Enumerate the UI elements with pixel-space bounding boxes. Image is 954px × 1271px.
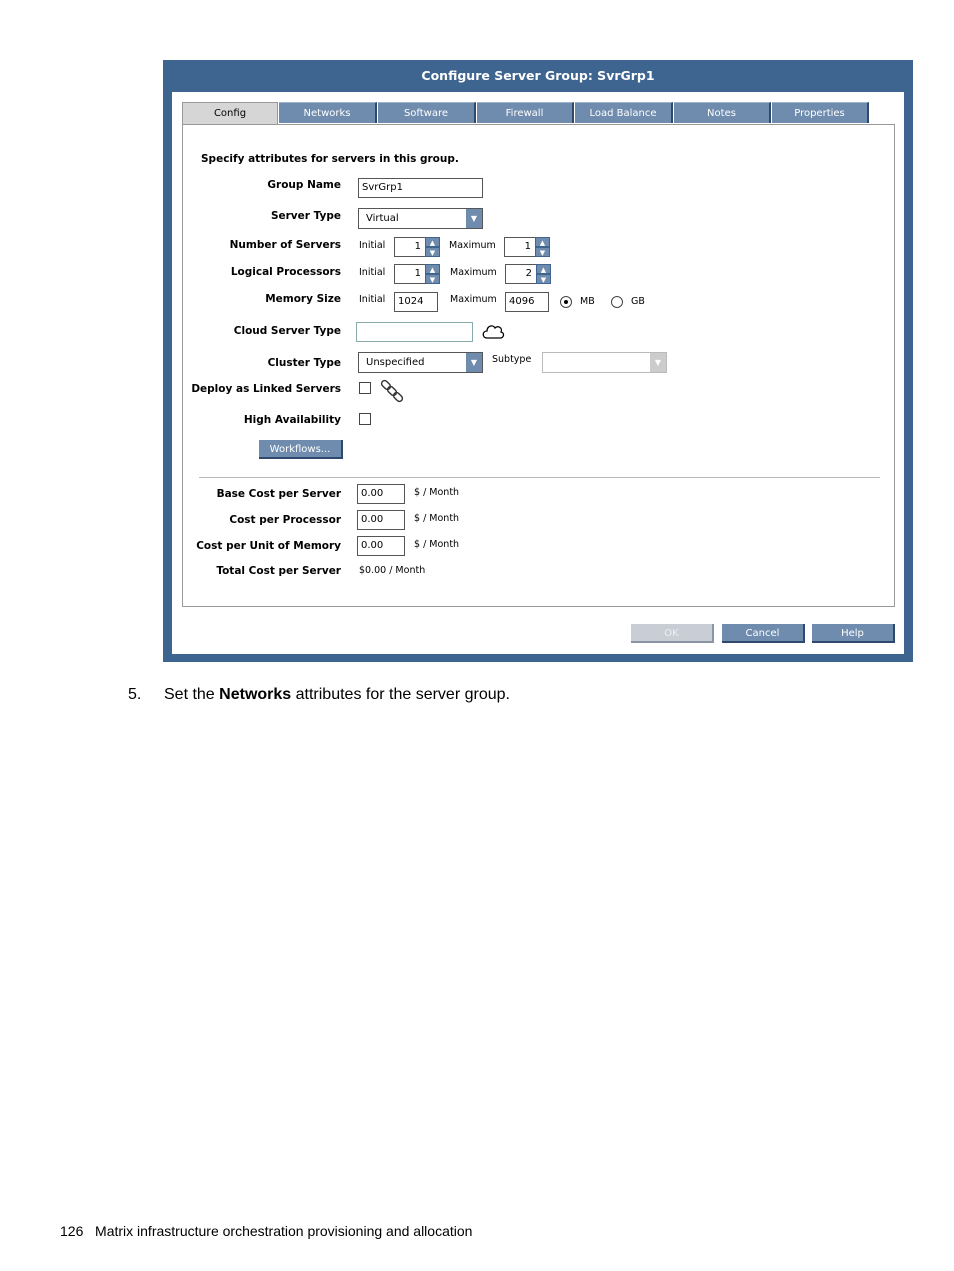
base-cost-input[interactable]: 0.00 (357, 484, 405, 504)
memory-size-initial-label: Initial (359, 294, 386, 305)
memory-size-maximum-input[interactable]: 4096 (505, 292, 549, 312)
cluster-subtype-select[interactable] (542, 352, 667, 373)
stepper-up-icon[interactable]: ▲ (536, 264, 551, 274)
chevron-down-icon[interactable]: ▼ (650, 353, 666, 372)
server-type-value: Virtual (366, 213, 399, 224)
memory-size-maximum-label: Maximum (450, 294, 497, 305)
stepper-down-icon[interactable]: ▼ (536, 274, 551, 284)
step-text-pre: Set the (164, 686, 220, 703)
stepper-down-icon[interactable]: ▼ (535, 247, 550, 257)
cloud-icon (481, 321, 505, 341)
ok-button[interactable]: OK (631, 624, 714, 643)
stepper-up-icon[interactable]: ▲ (425, 264, 440, 274)
footer-title: Matrix infrastructure orchestration provisioning and allocation (95, 1223, 473, 1239)
cluster-type-value: Unspecified (366, 357, 425, 368)
logical-processors-maximum-label: Maximum (450, 267, 497, 278)
logical-processors-initial-label: Initial (359, 267, 386, 278)
number-of-servers-initial-label: Initial (359, 240, 386, 251)
cluster-type-select[interactable] (358, 352, 483, 373)
total-cost-label: Total Cost per Server (216, 565, 341, 577)
memory-unit-mb-radio[interactable] (560, 296, 572, 308)
total-cost-value: $0.00 / Month (359, 565, 426, 576)
group-name-label: Group Name (267, 179, 341, 191)
tab-notes[interactable]: Notes (674, 102, 771, 123)
logical-processors-initial-value[interactable]: 1 (394, 264, 426, 284)
section-divider (199, 477, 880, 478)
link-chain-icon (379, 379, 405, 405)
number-of-servers-maximum-label: Maximum (449, 240, 496, 251)
cloud-server-type-input[interactable] (356, 322, 473, 342)
base-cost-unit: $ / Month (414, 487, 460, 498)
cost-per-memory-label: Cost per Unit of Memory (196, 540, 341, 552)
tab-software[interactable]: Software (378, 102, 476, 123)
cluster-subtype-label: Subtype (492, 354, 532, 365)
tab-config[interactable]: Config (182, 102, 278, 125)
number-of-servers-maximum-value[interactable]: 1 (504, 237, 536, 257)
stepper-down-icon[interactable]: ▼ (425, 274, 440, 284)
cloud-server-type-label: Cloud Server Type (233, 325, 341, 337)
page-footer (60, 1223, 472, 1239)
cost-per-processor-input[interactable]: 0.00 (357, 510, 405, 530)
configure-server-group-dialog (163, 60, 913, 662)
step-instruction (128, 686, 510, 704)
deploy-linked-label: Deploy as Linked Servers (191, 383, 341, 395)
server-type-select[interactable] (358, 208, 483, 229)
cost-per-memory-unit: $ / Month (414, 539, 460, 550)
memory-unit-mb-label: MB (580, 296, 595, 307)
page-number: 126 (60, 1223, 84, 1239)
cost-per-memory-input[interactable]: 0.00 (357, 536, 405, 556)
number-of-servers-maximum-stepper[interactable] (504, 237, 550, 257)
help-button[interactable]: Help (812, 624, 895, 643)
stepper-up-icon[interactable]: ▲ (425, 237, 440, 247)
logical-processors-maximum-stepper[interactable] (505, 264, 551, 284)
memory-size-label: Memory Size (265, 293, 341, 305)
number-of-servers-initial-stepper[interactable] (394, 237, 440, 257)
step-text-bold: Networks (219, 686, 292, 703)
server-type-label: Server Type (270, 210, 341, 222)
memory-size-initial-input[interactable]: 1024 (394, 292, 438, 312)
logical-processors-initial-stepper[interactable] (394, 264, 440, 284)
tab-properties[interactable]: Properties (772, 102, 869, 123)
step-text-post: attributes for the server group. (291, 686, 510, 703)
stepper-up-icon[interactable]: ▲ (535, 237, 550, 247)
step-number: 5. (128, 686, 142, 703)
number-of-servers-label: Number of Servers (229, 239, 341, 251)
chevron-down-icon[interactable]: ▼ (466, 209, 482, 228)
workflows-button[interactable]: Workflows... (259, 440, 343, 459)
logical-processors-maximum-value[interactable]: 2 (505, 264, 537, 284)
logical-processors-label: Logical Processors (230, 266, 341, 278)
high-availability-checkbox[interactable] (359, 413, 371, 425)
config-panel (182, 124, 895, 607)
cluster-type-label: Cluster Type (267, 357, 341, 369)
chevron-down-icon[interactable]: ▼ (466, 353, 482, 372)
memory-unit-gb-label: GB (631, 296, 645, 307)
tab-networks[interactable]: Networks (279, 102, 377, 123)
memory-unit-gb-radio[interactable] (611, 296, 623, 308)
base-cost-label: Base Cost per Server (216, 488, 341, 500)
intro-text: Specify attributes for servers in this group. (201, 153, 459, 165)
cancel-button[interactable]: Cancel (722, 624, 805, 643)
deploy-linked-checkbox[interactable] (359, 382, 371, 394)
tab-firewall[interactable]: Firewall (477, 102, 574, 123)
high-availability-label: High Availability (243, 414, 341, 426)
cost-per-processor-label: Cost per Processor (229, 514, 341, 526)
dialog-body (172, 92, 904, 654)
number-of-servers-initial-value[interactable]: 1 (394, 237, 426, 257)
cost-per-processor-unit: $ / Month (414, 513, 460, 524)
stepper-down-icon[interactable]: ▼ (425, 247, 440, 257)
dialog-title: Configure Server Group: SvrGrp1 (421, 68, 655, 83)
group-name-input[interactable]: SvrGrp1 (358, 178, 483, 198)
tab-load-balance[interactable]: Load Balance (575, 102, 673, 123)
